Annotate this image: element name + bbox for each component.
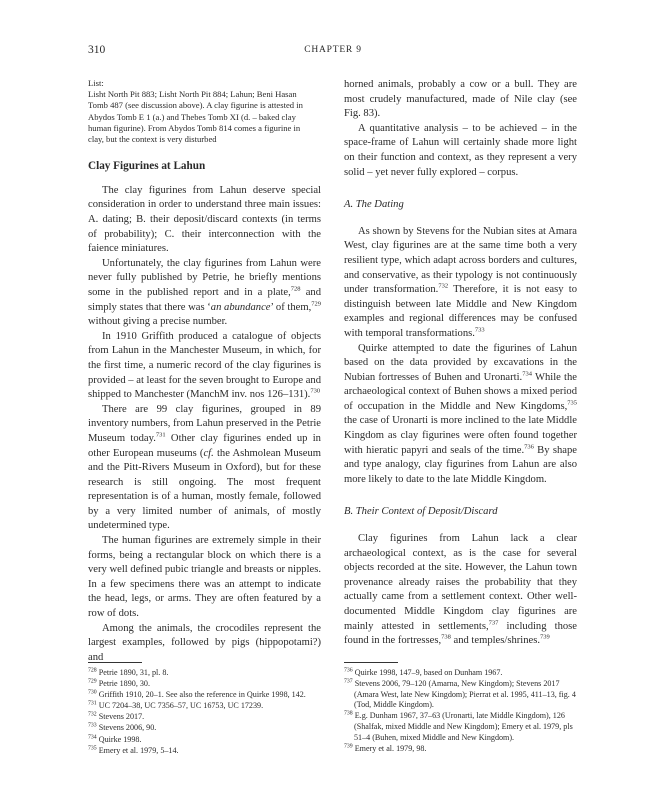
footnote-ref[interactable]: 736 — [524, 443, 534, 451]
paragraph: Quirke attempted to date the figurines of Lahun based on the data provided by excavations in the Nubian fortresses of Buhen and Uronarti.$^{734}$ While the archaeological context of Buhen shows a mixed period of occupation in the Middle and New Kingdoms,$^{735}$ the case of Uronarti is more inclined to the late Middle Kingdom as clay figurines were often found together with hieratic papyri and seals of the time.$^{736}$ By shape and type analogy, clay figurines from Lahun are also more likely to date to the late Middle Kingdom. — [344, 342, 578, 485]
figure-caption — [88, 78, 321, 145]
footnote-rule — [344, 662, 398, 663]
footnote: $^{736}$ Quirke 1998, 147–9, based on Dunham 1967. — [344, 667, 503, 677]
footnote-number: 734 — [88, 733, 97, 740]
footnotes-right — [344, 668, 577, 755]
footnote-ref[interactable]: 738 — [441, 633, 451, 641]
paragraph: There are 99 clay figurines, grouped in 89 inventory numbers, from Lahun preserved in the Petrie Museum today.$^{731}$ Other clay figurines ended up in other European museums (cf. the Ashmolean Museum and the Pitt-Rivers Museum in Oxford), but for these research is still ongoing. The most frequent representation is of a human, mostly female, followed by a very limited number of animals, of mostly undetermined type. — [88, 403, 321, 532]
paragraph: Among the animals, the crocodiles represent the largest examples, followed by pigs (hippopotami?) and — [88, 622, 321, 663]
caption-line: List: — [88, 78, 104, 88]
footnote-ref[interactable]: 735 — [567, 399, 577, 407]
paragraph: The clay figurines from Lahun deserve special consideration in order to understand three main issues: A. dating; B. their deposit/discard contexts (in terms of probability); C. their interconnection with the faience miniatures. — [88, 184, 321, 255]
footnote-ref[interactable]: 737 — [488, 619, 499, 627]
paragraph: In 1910 Griffith produced a catalogue of objects from Lahun in the Manchester Museum, in which, for the first time, a numeric record of the clay figurines is provided – at least for the seven brought to Europe and shipped to Manchester (ManchM inv. nos 126–131).$^{730}$ — [88, 330, 321, 401]
footnote-ref[interactable]: 729 — [311, 300, 321, 308]
caption-line: clay, but the context is very disturbed — [88, 134, 217, 145]
caption-line: human figurine). From Abydos Tomb 814 comes a figurine in — [88, 122, 301, 133]
footnote-number: 737 — [344, 678, 353, 685]
footnote-number: 733 — [88, 722, 97, 729]
footnote-number: 735 — [88, 744, 97, 751]
paragraph: A quantitative analysis – to be achieved – in the space-frame of Lahun will certainly shade more light on their function and context, as they represent a very solid – yet never fully explored – corpus. — [344, 122, 577, 178]
footnotes-left — [88, 668, 321, 757]
footnote: $^{739}$ Emery et al. 1979, 98. — [344, 742, 427, 753]
paragraph: The human figurines are extremely simple in their forms, being a rectangular block on which there is a very well defined pubic triangle and breasts or nipples. In a few specimens there was an attempt to indicate the head, legs, or arms. They are often featured by a row of dots. — [88, 535, 321, 620]
page-header — [88, 44, 578, 58]
footnote-number: 736 — [344, 667, 353, 674]
paragraph: Clay figurines from Lahun lack a clear archaeological context, as is the case for several objects recorded at the site. However, the Lahun town provenance already raises the probability that they actually came from a settlement context. Other well-documented Middle Kingdom clay figurines are mainly attested in settlements,$^{737}$ including those found in the fortresses,$^{738}$ and temples/shrines.$^{739}$ — [344, 533, 577, 647]
footnote: $^{729}$ Petrie 1890, 30. — [88, 678, 150, 689]
paragraph: Unfortunately, the clay figurines from Lahun were never fully published by Petrie, he briefly mentions some in the published report and in a plate,$^{728}$ and simply states that there was ‘an abundance’ of them,$^{729}$ without giving a precise number. — [88, 257, 321, 328]
page-number: 310 — [88, 44, 106, 56]
footnote-number: 729 — [88, 678, 97, 685]
caption-line: Tomb 487 (see discussion above). A clay figurine is attested in — [88, 100, 303, 111]
footnote: $^{737}$ Stevens 2006, 79–120 (Amarna, New Kingdom); Stevens 2017 (Amara West, late New Kingdom); Pierrat et al. 1995, 411–13, fig. 4 (Tod, Middle Kingdom). — [344, 678, 576, 710]
footnote-ref[interactable]: 734 — [522, 370, 532, 378]
caption-line: Lisht North Pit 883; Lisht North Pit 884; Lahun; Beni Hasan — [88, 89, 297, 100]
footnote: $^{738}$ E.g. Dunham 1967, 37–63 (Uronarti, late Middle Kingdom), 126 (Shalfak, mixed Middle and New Kingdom); Emery et al. 1979, pls 51–4 (Buhen, mixed Middle and New Kingdom). — [344, 710, 573, 742]
footnote-number: 730 — [88, 689, 97, 696]
caption-line: Abydos Tomb E 1 (a.) and Thebes Tomb XI (d. – baked clay — [88, 111, 296, 122]
footnote-rule — [88, 662, 142, 663]
footnote-number: 732 — [88, 711, 97, 718]
footnote: $^{730}$ Griffith 1910, 20–1. See also the reference in Quirke 1998, 142. — [88, 689, 306, 700]
footnote-ref[interactable]: 731 — [155, 431, 166, 439]
footnote-ref[interactable]: 739 — [540, 633, 550, 641]
footnote-ref[interactable]: 732 — [438, 282, 449, 290]
footnote-number: 739 — [344, 742, 353, 749]
footnote: $^{731}$ UC 7204–38, UC 7356–57, UC 16753, UC 17239. — [88, 700, 264, 711]
footnote: $^{728}$ Petrie 1890, 31, pl. 8. — [88, 667, 169, 677]
footnote: $^{733}$ Stevens 2006, 90. — [88, 722, 157, 733]
subsection-heading: B. Their Context of Deposit/Discard — [344, 506, 498, 518]
footnote: $^{735}$ Emery et al. 1979, 5–14. — [88, 744, 179, 755]
footnote-number: 728 — [88, 667, 97, 674]
footnote-ref[interactable]: 730 — [310, 387, 321, 395]
footnote-number: 731 — [88, 700, 97, 707]
footnote: $^{732}$ Stevens 2017. — [88, 711, 145, 722]
paragraph: horned animals, probably a cow or a bull. They are most crudely manufactured, made of Nile clay (see Fig. 83). — [344, 79, 577, 120]
subsection-heading: A. The Dating — [344, 199, 404, 211]
footnote-ref[interactable]: 733 — [474, 326, 485, 334]
section-title: Clay Figurines at Lahun — [88, 160, 206, 173]
paragraph: As shown by Stevens for the Nubian sites at Amara West, clay figurines are at the same time both a very resilient type, which adapt across borders and cultures, and conservative, as their typology is not continuously under transformation.$^{732}$ Therefore, it is not easy to distinguish between late Middle and New Kingdom examples and regional differences may be confused with temporal transformations.$^{733}$ — [344, 225, 577, 339]
right-column — [344, 78, 577, 649]
footnote-number: 738 — [344, 710, 353, 717]
left-column — [88, 78, 321, 665]
footnote-ref[interactable]: 728 — [290, 285, 301, 293]
footnote: $^{734}$ Quirke 1998. — [88, 733, 142, 744]
running-head-chapter: CHAPTER 9 — [304, 45, 362, 55]
